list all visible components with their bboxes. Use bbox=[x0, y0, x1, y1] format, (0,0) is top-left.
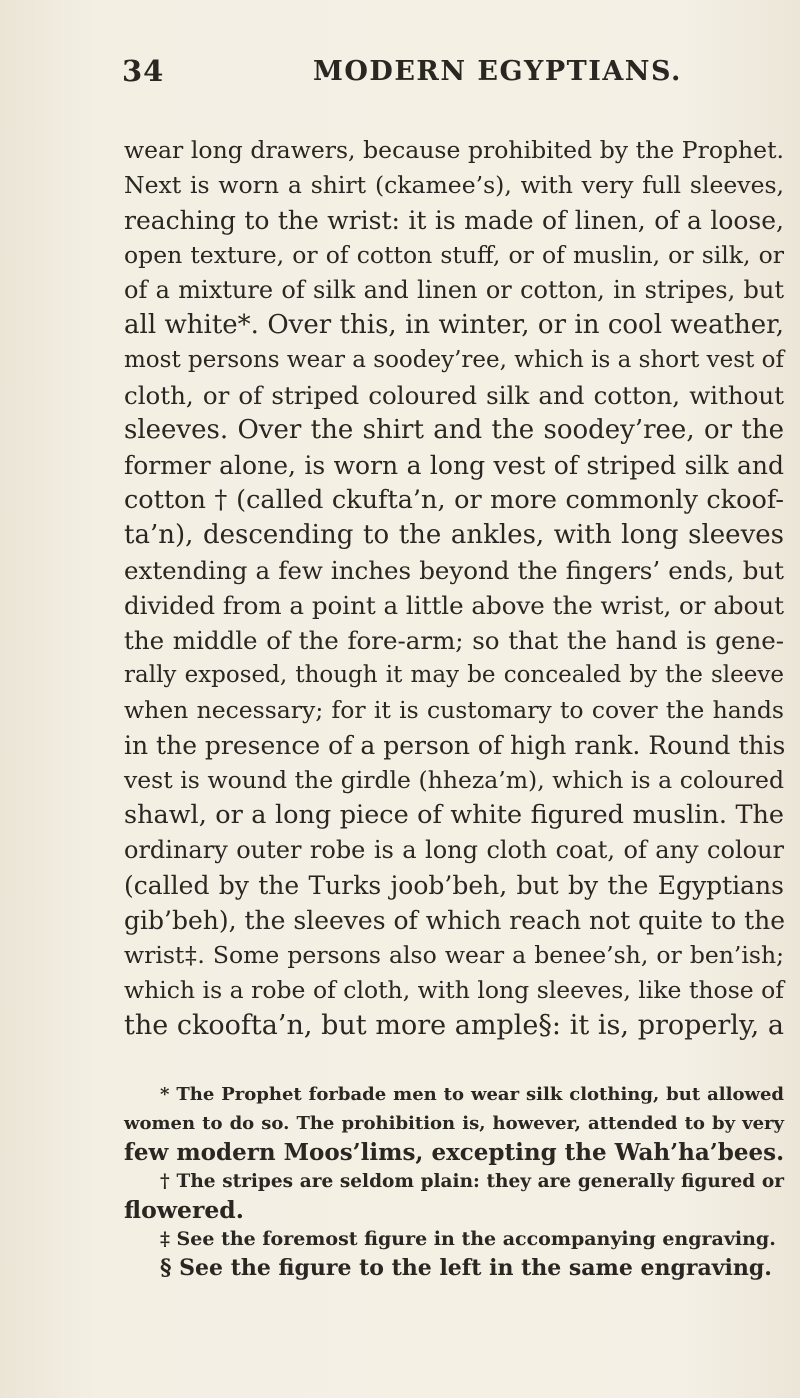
running-title: MODERN EGYPTIANS. bbox=[313, 56, 682, 87]
footnote-line: * The Prophet forbade men to wear silk clothing, but allowed bbox=[160, 1084, 784, 1105]
body-line: the ckoofta’n, but more ample§: it is, properly, a bbox=[124, 1010, 784, 1041]
footnote-line: ‡ See the foremost figure in the accompanying engraving. bbox=[160, 1228, 776, 1250]
footnotes bbox=[124, 1080, 784, 1283]
body-line: shawl, or a long piece of white figured muslin. The bbox=[124, 800, 784, 830]
footnote-line: † The stripes are seldom plain: they are generally figured or bbox=[160, 1171, 784, 1192]
body-line: Next is worn a shirt (ckamee’s), with very full sleeves, bbox=[124, 171, 784, 199]
body-line: divided from a point a little above the wrist, or about bbox=[124, 591, 784, 620]
body-line: reaching to the wrist: it is made of linen, of a loose, bbox=[124, 206, 784, 235]
body-line: ordinary outer robe is a long cloth coat, of any colour bbox=[124, 836, 784, 864]
footnote-line: § See the figure to the left in the same engraving. bbox=[160, 1255, 772, 1281]
body-line: cotton † (called ckufta’n, or more commonly ckoof- bbox=[124, 485, 784, 515]
body-line: most persons wear a soodey’ree, which is a short vest of bbox=[124, 347, 784, 373]
body-line: the middle of the fore-arm; so that the hand is gene- bbox=[124, 626, 784, 655]
body-line: (called by the Turks joob’beh, but by the Egyptians bbox=[124, 871, 784, 900]
body-line: when necessary; for it is customary to cover the hands bbox=[124, 696, 784, 724]
body-line: gib’beh), the sleeves of which reach not quite to the bbox=[124, 906, 786, 935]
body-line: of a mixture of silk and linen or cotton, in stripes, but bbox=[124, 276, 784, 304]
body-line: in the presence of a person of high rank. Round this bbox=[124, 731, 786, 760]
footnote-line: flowered. bbox=[124, 1196, 244, 1224]
running-head bbox=[0, 54, 800, 94]
body-line: extending a few inches beyond the fingers’ ends, but bbox=[124, 556, 784, 585]
body-line: cloth, or of striped coloured silk and cotton, without bbox=[124, 381, 784, 410]
body-line: rally exposed, though it may be concealed by the sleeve bbox=[124, 662, 784, 688]
body-text bbox=[124, 133, 784, 1043]
footnote-line: few modern Moos’lims, excepting the Wah’ha’bees. bbox=[124, 1139, 785, 1166]
body-line: sleeves. Over the shirt and the soodey’ree, or the bbox=[124, 415, 784, 445]
footnote-line: women to do so. The prohibition is, however, attended to by very bbox=[124, 1113, 784, 1134]
body-line: wrist‡. Some persons also wear a benee’sh, or ben’ish; bbox=[124, 941, 784, 969]
body-line: all white*. Over this, in winter, or in cool weather, bbox=[124, 310, 784, 340]
page-number: 34 bbox=[122, 54, 165, 88]
body-line: wear long drawers, because prohibited by the Prophet. bbox=[124, 136, 784, 164]
body-line: open texture, or of cotton stuff, or of muslin, or silk, or bbox=[124, 241, 784, 269]
body-line: former alone, is worn a long vest of striped silk and bbox=[124, 451, 784, 480]
body-line: vest is wound the girdle (hheza’m), which is a coloured bbox=[124, 766, 784, 794]
body-line: which is a robe of cloth, with long sleeves, like those of bbox=[124, 976, 784, 1004]
body-line: ta’n), descending to the ankles, with long sleeves bbox=[124, 520, 784, 550]
